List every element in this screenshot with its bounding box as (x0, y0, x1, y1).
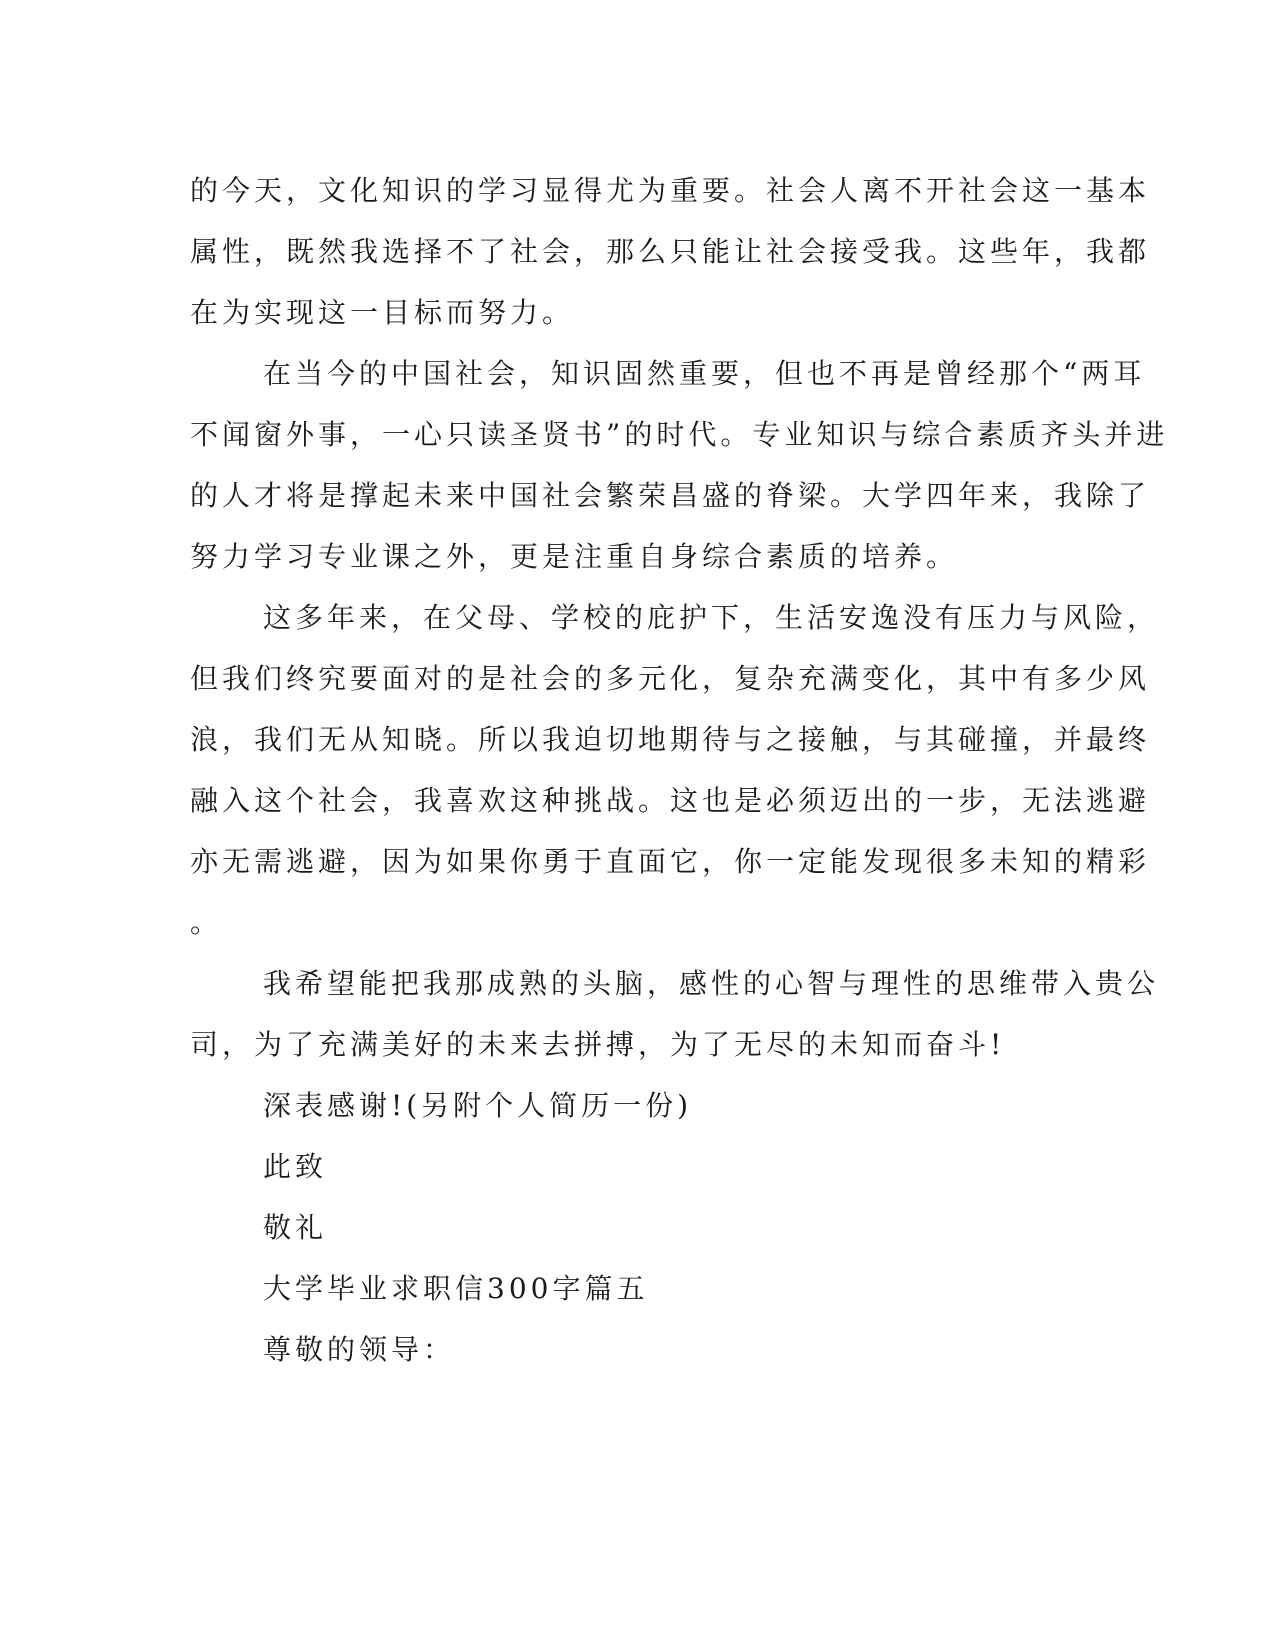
thanks-line: 深表感谢!(另附个人简历一份) (263, 1089, 693, 1122)
text-line: 属性，既然我选择不了社会，那么只能让社会接受我。这些年，我都 (190, 235, 1151, 268)
text-line: 司，为了充满美好的未来去拼搏，为了无尽的未知而奋斗! (190, 1028, 1006, 1061)
text-line: 在当今的中国社会，知识固然重要，但也不再是曾经那个“两耳 (263, 357, 1146, 390)
text-line: 但我们终究要面对的是社会的多元化，复杂充满变化，其中有多少风 (190, 662, 1151, 695)
closing-salutation: 此致 (263, 1150, 328, 1183)
text-line: 不闻窗外事，一心只读圣贤书”的时代。专业知识与综合素质齐头并进 (190, 418, 1169, 451)
text-line: 的今天，文化知识的学习显得尤为重要。社会人离不开社会这一基本 (190, 174, 1151, 207)
text-line: 这多年来，在父母、学校的庇护下，生活安逸没有压力与风险， (263, 601, 1160, 634)
closing-regards: 敬礼 (263, 1211, 328, 1244)
section-heading: 大学毕业求职信300字篇五 (263, 1272, 649, 1305)
text-line: 融入这个社会，我喜欢这种挑战。这也是必须迈出的一步，无法逃避 (190, 784, 1151, 817)
text-line: 浪，我们无从知晓。所以我迫切地期待与之接触，与其碰撞，并最终 (190, 723, 1151, 756)
paragraph (190, 953, 1160, 1075)
paragraph (190, 587, 1160, 953)
greeting-line: 尊敬的领导： (263, 1333, 456, 1366)
text-line: 我希望能把我那成熟的头脑，感性的心智与理性的思维带入贵公 (263, 967, 1160, 1000)
letter-body (190, 160, 1169, 1380)
text-line: 在为实现这一目标而努力。 (190, 296, 575, 329)
text-line: 的人才将是撑起未来中国社会繁荣昌盛的脊梁。大学四年来，我除了 (190, 479, 1151, 512)
text-line: 努力学习专业课之外，更是注重自身综合素质的培养。 (190, 540, 959, 573)
paragraph (190, 160, 1151, 343)
text-line: 。 (190, 906, 223, 939)
paragraph (190, 343, 1169, 587)
text-line: 亦无需逃避，因为如果你勇于直面它，你一定能发现很多未知的精彩 (190, 845, 1151, 878)
